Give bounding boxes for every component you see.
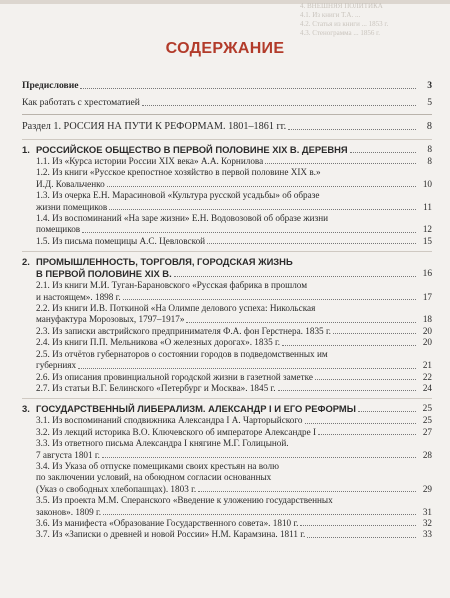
dot-leader — [78, 368, 416, 369]
toc-entry-page: 5 — [427, 97, 432, 108]
entry-text: 3.5. Из проекта М.М. Сперанского «Введение к уложению государственных — [36, 495, 333, 506]
entry-text: 1.5. Из письма помещицы А.С. Цевловской — [36, 235, 206, 246]
toc-entry[interactable] — [22, 280, 432, 303]
dot-leader — [102, 457, 416, 458]
entry-text: 1.4. Из воспоминаний «На заре жизни» Е.Н. Водовозовой об образе жизни — [36, 213, 329, 224]
entry-text: 2.6. Из описания провинциальной городской жизни в газетной заметке — [36, 371, 313, 382]
toc-entry[interactable] — [22, 213, 432, 236]
toc-entry[interactable] — [22, 461, 432, 495]
dot-leader — [300, 525, 416, 526]
dot-leader — [307, 537, 416, 538]
dot-leader — [305, 423, 417, 424]
bleed-line: 4.1. Из книги Т.А. ... — [300, 11, 361, 19]
dot-leader — [278, 390, 416, 391]
toc-entry[interactable] — [22, 529, 432, 540]
entry-page: 20 — [422, 337, 432, 348]
section-number: 2. — [22, 256, 30, 268]
dot-leader — [265, 163, 416, 164]
entry-page: 29 — [422, 483, 432, 494]
entry-page: 11 — [423, 201, 432, 212]
toc-entry[interactable] — [22, 518, 432, 529]
dot-leader — [107, 186, 416, 187]
page-title: СОДЕРЖАНИЕ — [165, 40, 285, 57]
entry-text: помещиков — [36, 224, 81, 235]
dot-leader — [350, 152, 416, 153]
entry-page: 8 — [427, 156, 432, 166]
section-title: ГОСУДАРСТВЕННЫЙ ЛИБЕРАЛИЗМ. АЛЕКСАНДР I И ЕГО РЕФОРМЫ — [36, 403, 356, 415]
entry-text: мануфактура Морозовых, 1797–1917» — [36, 314, 185, 325]
toc-entry-how-to[interactable] — [22, 97, 432, 109]
divider — [22, 251, 432, 252]
section-page: 8 — [427, 145, 432, 155]
toc-section-3 — [22, 403, 432, 540]
entry-text: 3.1. Из воспоминаний сподвижника Александра I А. Чарторыйского — [36, 415, 303, 426]
dot-leader — [333, 333, 416, 334]
entry-page: 12 — [422, 224, 432, 235]
entry-page: 20 — [422, 325, 432, 336]
dot-leader — [103, 514, 416, 515]
toc-entry[interactable] — [22, 156, 432, 167]
dot-leader — [207, 243, 416, 244]
toc-entry[interactable] — [22, 415, 432, 426]
entry-page: 25 — [422, 415, 432, 426]
entry-page: 10 — [422, 178, 432, 189]
entry-text: 3.4. Из Указа об отпуске помещиками своих крестьян на волю — [36, 460, 279, 471]
toc-entry[interactable] — [22, 383, 432, 394]
dot-leader — [186, 322, 416, 323]
divider — [22, 398, 432, 399]
toc-entry[interactable] — [22, 190, 432, 213]
dot-leader — [288, 129, 416, 130]
entry-page: 15 — [422, 235, 432, 246]
entry-text: 3.6. Из манифеста «Образование Государственного совета». 1810 г. — [36, 517, 299, 528]
toc-entry-preface[interactable] — [22, 80, 432, 92]
dot-leader — [174, 276, 416, 277]
toc-entry[interactable] — [22, 303, 432, 326]
entry-page: 32 — [422, 517, 432, 528]
entry-text: 2.3. Из записки австрийского предпринимателя Ф.А. фон Герстнера. 1835 г. — [36, 325, 331, 336]
entry-text: 2.7. Из статьи В.Г. Белинского «Петербург и Москва». 1845 г. — [36, 382, 276, 393]
part-title: Раздел 1. РОССИЯ НА ПУТИ К РЕФОРМАМ. 1801–1861 гг. — [22, 121, 287, 132]
entry-text: и настоящем». 1898 г. — [36, 291, 121, 302]
dot-leader — [109, 209, 416, 210]
section-number: 3. — [22, 403, 30, 415]
bleed-line: 4.2. Статья из книги ... 1853 г. — [300, 20, 389, 28]
entry-text: по заключении условий, на обоюдном согласии основанных — [36, 472, 272, 483]
entry-text: 2.4. Из книги П.П. Мельникова «О железных дорогах». 1835 г. — [36, 337, 280, 348]
toc-entry-title: Как работать с хрестоматией — [22, 97, 140, 108]
entry-page: 27 — [422, 426, 432, 437]
entry-page: 24 — [422, 382, 432, 393]
toc-entry[interactable] — [22, 236, 432, 247]
entry-page: 22 — [422, 371, 432, 382]
entry-text: 2.1. Из книги М.И. Туган-Барановского «Русская фабрика в прошлом — [36, 280, 308, 291]
entry-page: 28 — [422, 449, 432, 460]
section-title: РОССИЙСКОЕ ОБЩЕСТВО В ПЕРВОЙ ПОЛОВИНЕ XIX В. ДЕРЕВНЯ — [36, 144, 348, 155]
section-heading[interactable] — [22, 256, 432, 268]
dot-leader — [123, 299, 416, 300]
entry-page: 21 — [422, 360, 432, 371]
entry-text: 1.3. Из очерка Е.Н. Марасиновой «Культура русской усадьбы» об образе — [36, 190, 320, 201]
toc-entry[interactable] — [22, 372, 432, 383]
entry-page: 31 — [422, 506, 432, 517]
table-of-contents — [22, 80, 432, 541]
entry-text: 1.2. Из книги «Русское крепостное хозяйство в первой половине XIX в.» — [36, 167, 321, 178]
entry-text: 2.5. Из отчётов губернаторов о состоянии городов в подведомственных им — [36, 348, 328, 359]
toc-entry[interactable] — [22, 438, 432, 461]
section-title: ПРОМЫШЛЕННОСТЬ, ТОРГОВЛЯ, ГОРОДСКАЯ ЖИЗНЬ — [36, 256, 293, 268]
toc-entry[interactable] — [22, 495, 432, 518]
entry-page: 33 — [422, 529, 432, 540]
toc-entry[interactable] — [22, 337, 432, 348]
divider — [22, 139, 432, 140]
toc-section-1 — [22, 144, 432, 247]
section-title: В ПЕРВОЙ ПОЛОВИНЕ XIX В. — [36, 268, 172, 280]
dot-leader — [82, 232, 416, 233]
entry-text: губерниях — [36, 360, 77, 371]
toc-entry[interactable] — [22, 349, 432, 372]
section-heading[interactable] — [22, 144, 432, 156]
bleed-line: 4.3. Стенограмма ... 1856 г. — [300, 29, 380, 37]
toc-entry[interactable] — [22, 326, 432, 337]
section-page: 16 — [422, 269, 432, 280]
dot-leader — [318, 434, 416, 435]
entry-text: 1.1. Из «Курса истории России XIX века» А.А. Корнилова — [36, 156, 264, 166]
dot-leader — [282, 345, 416, 346]
toc-entry[interactable] — [22, 427, 432, 438]
dot-leader — [198, 491, 416, 492]
dot-leader — [142, 105, 416, 106]
entry-text: (Указ о свободных хлебопашцах). 1803 г. — [36, 483, 197, 494]
bleed-line: 4. ВНЕШНЯЯ ПОЛИТИКА — [300, 2, 383, 10]
entry-text: законов». 1809 г. — [36, 506, 102, 517]
entry-text: 3.7. Из «Записки о древней и новой России» Н.М. Карамзина. 1811 г. — [36, 529, 306, 540]
entry-text: 7 августа 1801 г. — [36, 449, 100, 460]
toc-entry[interactable] — [22, 167, 432, 190]
entry-text: И.Д. Ковальченко — [36, 178, 105, 189]
section-number: 1. — [22, 144, 30, 155]
dot-leader — [358, 411, 416, 412]
toc-entry-title: Предисловие — [22, 80, 79, 91]
entry-text: 3.3. Из ответного письма Александра I княгине М.Г. Голицыной. — [36, 438, 289, 449]
divider — [22, 114, 432, 115]
toc-part-1[interactable] — [22, 121, 432, 133]
entry-text: жизни помещиков — [36, 201, 108, 212]
entry-text: 3.2. Из лекций историка В.О. Ключевского об императоре Александре I — [36, 426, 317, 437]
dot-leader — [80, 88, 416, 89]
section-heading[interactable] — [22, 403, 432, 415]
entry-text: 2.2. Из книги И.В. Поткиной «На Олимпе делового успеха: Никольская — [36, 303, 316, 314]
part-page: 8 — [426, 121, 432, 132]
toc-section-2 — [22, 256, 432, 394]
toc-entry-page: 3 — [427, 80, 432, 91]
section-heading-cont[interactable] — [22, 268, 432, 280]
entry-page: 18 — [422, 314, 432, 325]
section-page: 25 — [422, 404, 432, 415]
entry-page: 17 — [422, 291, 432, 302]
dot-leader — [315, 379, 416, 380]
